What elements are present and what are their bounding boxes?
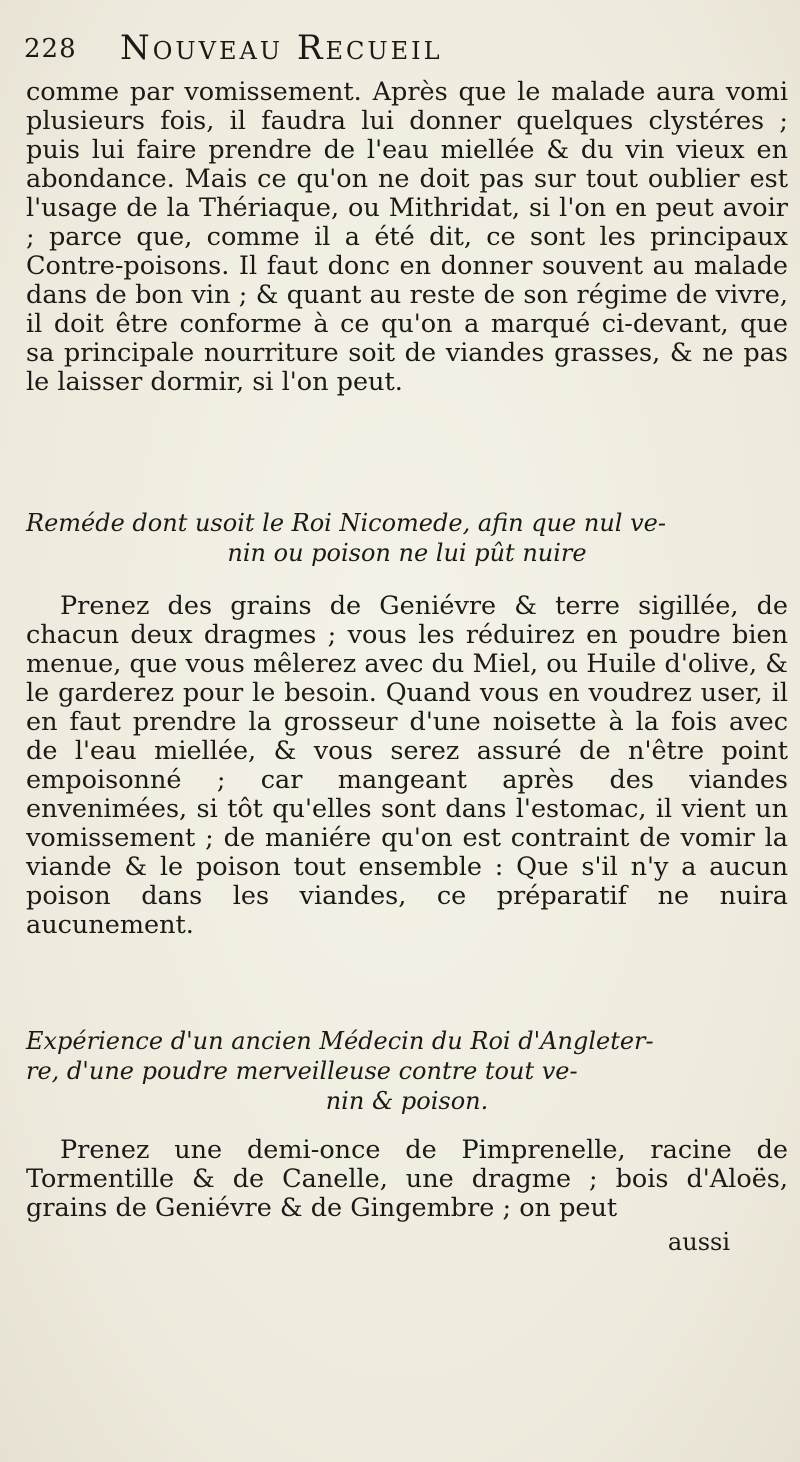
section-heading-angleterre [26,1026,788,1116]
running-head: Nouveau Recueil [120,28,443,68]
heading-line: Reméde dont usoit le Roi Nicomede, afin que nul ve- [26,509,666,537]
heading-line: re, d'une poudre merveilleuse contre tout ve- [26,1057,578,1085]
paragraph-powder: Prenez une demi-once de Pimprenelle, racine de Tormentille & de Canelle, une dragme ; bois d'Aloës, grains de Geniévre & de Gingembre ; on peut [26,1135,788,1223]
heading-line: nin ou poison ne lui pût nuire [227,539,587,567]
paragraph-continuation: comme par vomissement. Après que le malade aura vomi plusieurs fois, il faudra lui donner quelques clystéres ; puis lui faire prendre de l'eau miellée & du vin vieux en abondance. Mais ce qu'on ne doit pas sur tout oublier est l'usage de la Thériaque, ou Mithridat, si l'on en peut avoir ; parce que, comme il a été dit, ce sont les principaux Contre-poisons. Il faut donc en donner souvent au malade dans de bon vin ; & quant au reste de son régime de vivre, il doit être conforme à ce qu'on a marqué ci-devant, que sa principale nourriture soit de viandes grasses, & ne pas le laisser dormir, si l'on peut. [26,77,788,397]
section-heading-nicomede [26,508,788,568]
paragraph-remedy: Prenez des grains de Geniévre & terre sigillée, de chacun deux dragmes ; vous les réduirez en poudre bien menue, que vous mêlerez avec du Miel, ou Huile d'olive, & le garderez pour le besoin. Quand vous en voudrez user, il en faut prendre la grosseur d'une noisette à la fois avec de l'eau miellée, & vous serez assuré de n'être point empoisonné ; car mangeant après des viandes envenimées, si tôt qu'elles sont dans l'estomac, il vient un vomissement ; de maniére qu'on est contraint de vomir la viande & le poison tout ensemble : Que s'il n'y a aucun poison dans les viandes, ce préparatif ne nuira aucunement. [26,591,788,940]
heading-line: Expérience d'un ancien Médecin du Roi d'Angleter- [26,1027,654,1055]
page-number: 228 [24,34,77,64]
heading-line: nin & poison. [325,1087,489,1115]
page-header [24,28,784,78]
catchword: aussi [667,1228,730,1256]
